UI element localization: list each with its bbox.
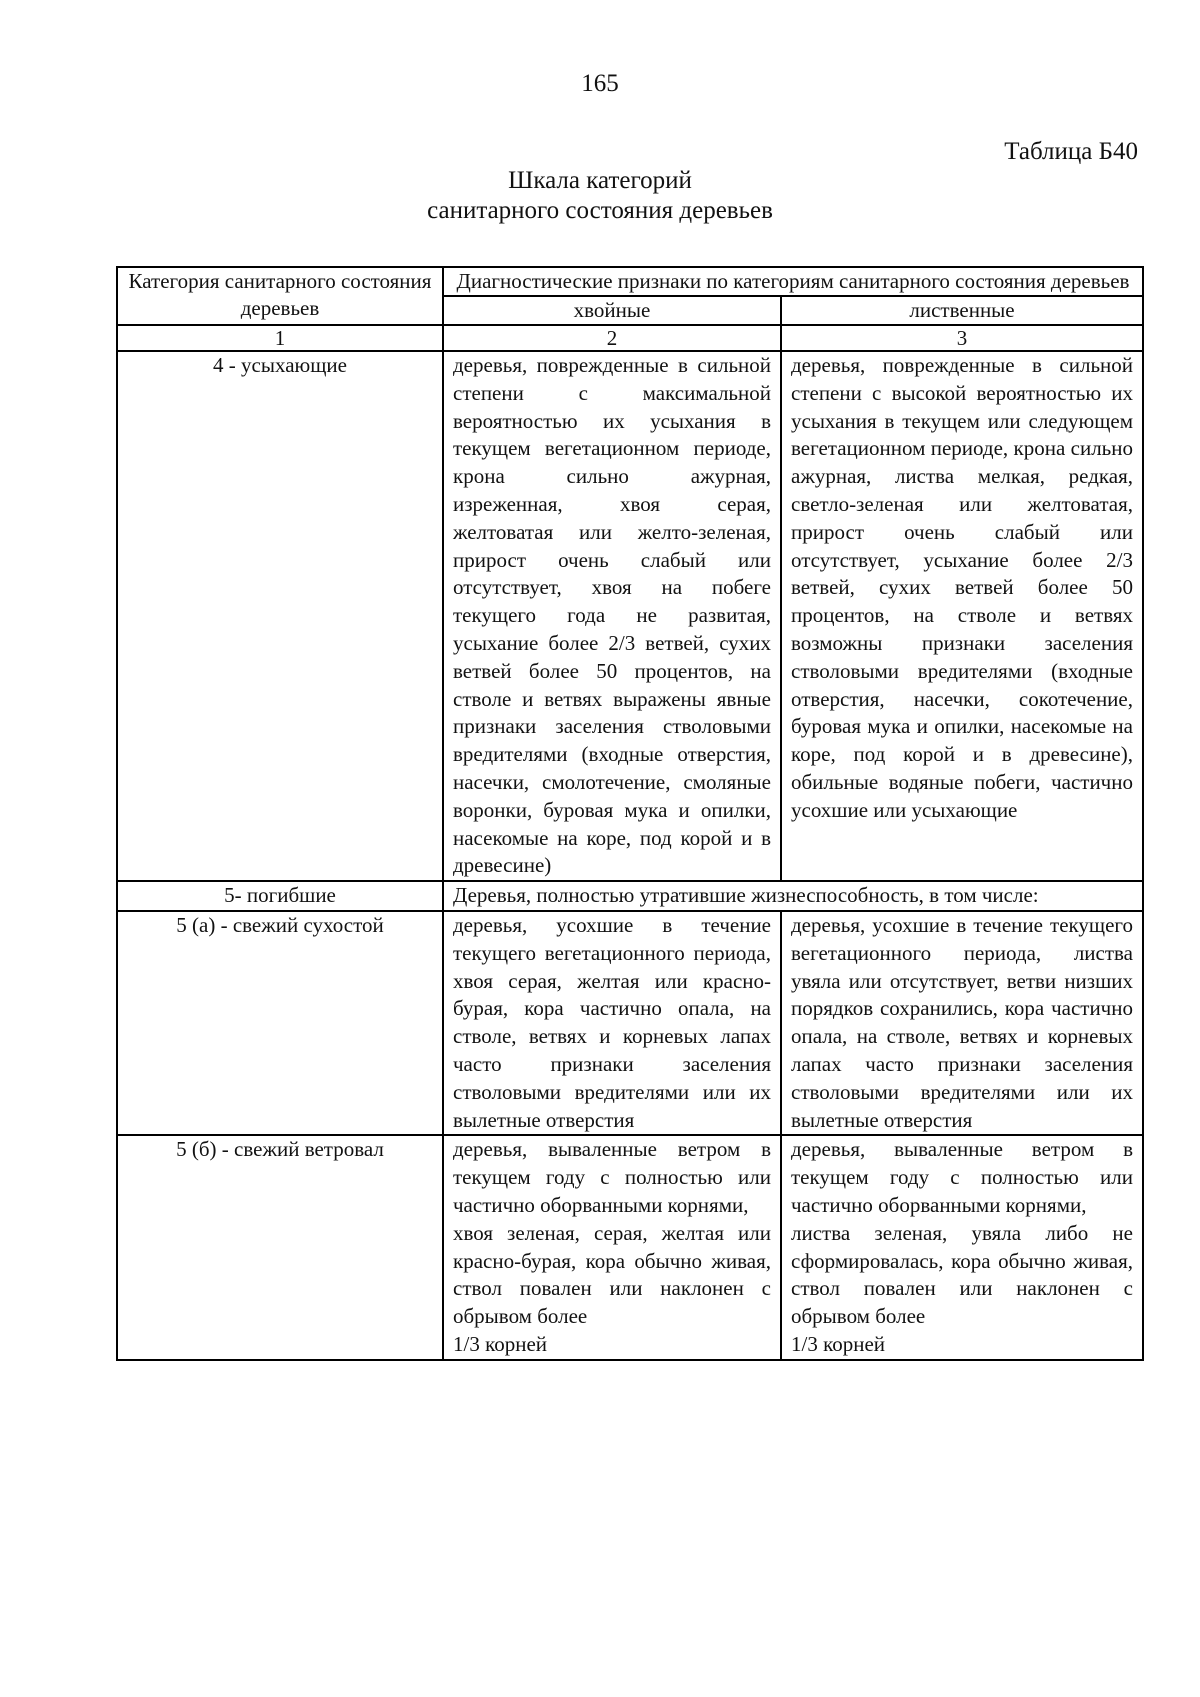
deciduous-paragraph-3: 1/3 корней bbox=[791, 1331, 886, 1356]
table-row bbox=[117, 911, 1143, 1135]
conifers-cell: деревья, поврежденные в сильной степени с максимальной вероятностью их усыхания в текущем вегетационном периоде, крона сильно ажурная, изреженная, хвоя серая, желтоватая или желто-зеленая, прирост очень слабый или отсутствует, хвоя на побеге текущего года не развитая, усыхание более 2/3 ветвей, сухих ветвей более 50 процентов, на стволе и ветвях выражены явные признаки заселения стволовыми вредителями (входные отверстия, насечки, смолотечение, смоляные воронки, буровая мука и опилки, насекомые на коре, под корой и в древесине) bbox=[443, 351, 781, 881]
header-diagnostic: Диагностические признаки по категориям санитарного состояния деревьев bbox=[443, 267, 1143, 296]
table-row bbox=[117, 1135, 1143, 1359]
document-title bbox=[0, 166, 1200, 226]
table-label: Таблица Б40 bbox=[1004, 138, 1138, 165]
deciduous-cell bbox=[781, 1135, 1143, 1359]
column-number-row bbox=[117, 325, 1143, 351]
conifers-paragraph-2: хвоя зеленая, серая, желтая или красно-бурая, кора обычно живая, ствол повален или наклонен с обрывом более bbox=[453, 1220, 771, 1329]
deciduous-paragraph-2: листва зеленая, увяла либо не сформировалась, кора обычно живая, ствол повален или наклонен с обрывом более bbox=[791, 1220, 1133, 1329]
deciduous-cell: деревья, усохшие в течение текущего вегетационного периода, листва увяла или отсутствует, ветви низших порядков сохранились, кора частично опала, на стволе, ветвях и корневых лапах часто признаки заселения стволовыми вредителями или их вылетные отверстия bbox=[781, 911, 1143, 1135]
category-cell: 5- погибшие bbox=[117, 881, 443, 911]
category-cell: 5 (б) - свежий ветровал bbox=[117, 1135, 443, 1359]
title-line-1: Шкала категорий bbox=[508, 167, 692, 194]
column-number-2: 2 bbox=[443, 325, 781, 351]
deciduous-cell: деревья, поврежденные в сильной степени с высокой вероятностью их усыхания в текущем или следующем вегетационном периоде, крона сильно ажурная, листва мелкая, редкая, светло-зеленая или желтоватая, прирост очень слабый или отсутствует, усыхание более 2/3 ветвей, сухих ветвей более 50 процентов, на стволе и ветвях возможны признаки заселения стволовыми вредителями (входные отверстия, насечки, сокотечение, буровая мука и опилки, насекомые на коре, под корой и в древесине), обильные водяные побеги, частично усохшие или усыхающие bbox=[781, 351, 1143, 881]
table-row bbox=[117, 881, 1143, 911]
conifers-cell bbox=[443, 1135, 781, 1359]
conifers-cell: деревья, усохшие в течение текущего вегетационного периода, хвоя серая, желтая или красно-бурая, кора частично опала, на стволе, ветвях и корневых лапах часто признаки заселения стволовыми вредителями или их вылетные отверстия bbox=[443, 911, 781, 1135]
conifers-paragraph-3: 1/3 корней bbox=[453, 1331, 548, 1356]
title-line-2: санитарного состояния деревьев bbox=[427, 197, 773, 224]
table-row bbox=[117, 351, 1143, 881]
header-conifers: хвойные bbox=[443, 296, 781, 325]
category-cell: 5 (а) - свежий сухостой bbox=[117, 911, 443, 1135]
header-deciduous: лиственные bbox=[781, 296, 1143, 325]
sanitary-category-table bbox=[116, 266, 1144, 1361]
combined-description-cell: Деревья, полностью утратившие жизнеспособность, в том числе: bbox=[443, 881, 1143, 911]
category-cell: 4 - усыхающие bbox=[117, 351, 443, 881]
header-row bbox=[117, 267, 1143, 296]
conifers-paragraph-1: деревья, вываленные ветром в текущем году с полностью или частично оборванными корнями, bbox=[453, 1137, 771, 1217]
page-number: 165 bbox=[581, 70, 619, 97]
column-number-1: 1 bbox=[117, 325, 443, 351]
deciduous-paragraph-1: деревья, вываленные ветром в текущем году с полностью или частично оборванными корнями, bbox=[791, 1137, 1133, 1217]
column-number-3: 3 bbox=[781, 325, 1143, 351]
header-category: Категория санитарного состояния деревьев bbox=[117, 267, 443, 325]
